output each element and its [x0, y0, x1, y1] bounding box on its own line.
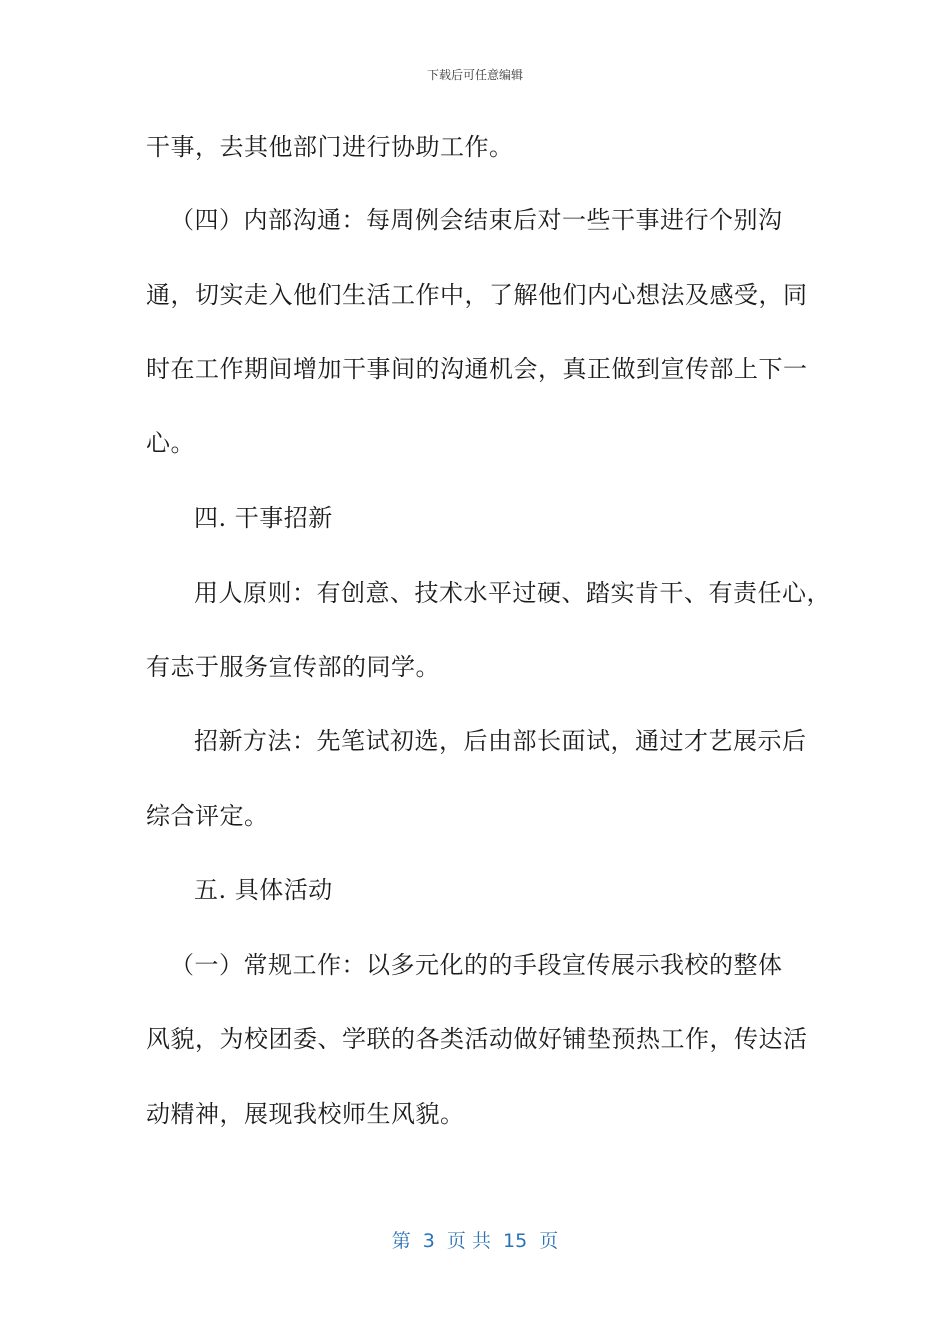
body-line-10: 综合评定。	[146, 802, 269, 830]
body-line-4: 时在工作期间增加干事间的沟通机会，真正做到宣传部上下一	[146, 355, 808, 383]
page-number-footer: 第 3 页 共 15 页	[391, 1230, 559, 1252]
body-line-3: 通，切实走入他们生活工作中，了解他们内心想法及感受，同	[146, 281, 808, 309]
body-line-13: 风貌，为校团委、学联的各类活动做好铺垫预热工作，传达活	[146, 1025, 808, 1053]
body-line-1: 干事，去其他部门进行协助工作。	[146, 133, 514, 161]
body-line-5: 心。	[146, 429, 195, 457]
body-line-8: 有志于服务宣传部的同学。	[146, 653, 440, 681]
body-line-14: 动精神，展现我校师生风貌。	[146, 1100, 465, 1128]
body-line-7: 用人原则：有创意、技术水平过硬、踏实肯干、有责任心，	[194, 579, 831, 607]
body-line-9: 招新方法：先笔试初选，后由部长面试，通过才艺展示后	[194, 727, 807, 755]
header-note: 下载后可任意编辑	[426, 68, 523, 82]
body-line-12: （一）常规工作：以多元化的的手段宣传展示我校的整体	[170, 951, 783, 979]
section-heading-activities: 五. 具体活动	[194, 876, 333, 904]
section-heading-recruitment: 四. 干事招新	[194, 504, 333, 532]
body-line-2: （四）内部沟通：每周例会结束后对一些干事进行个别沟	[170, 206, 783, 234]
